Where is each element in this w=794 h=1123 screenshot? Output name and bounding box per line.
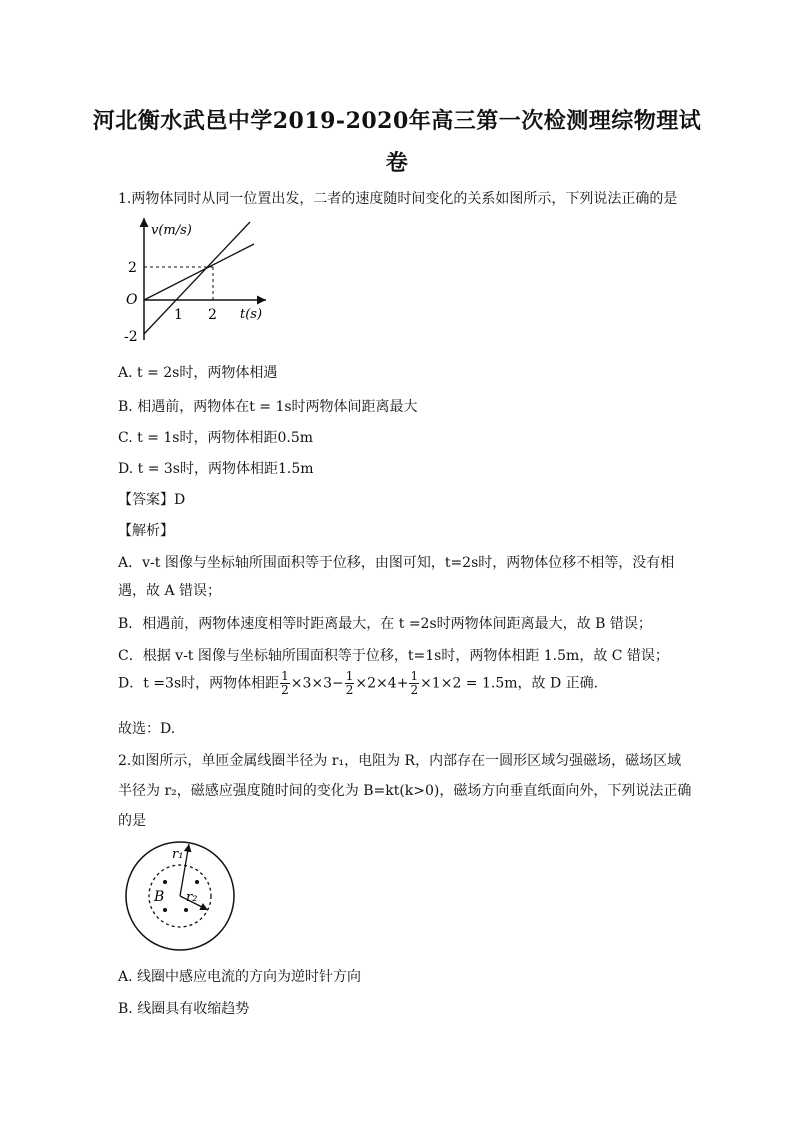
fraction-half-3: [409, 670, 419, 697]
label-r1: r₁: [172, 847, 184, 862]
q1-option-b: B. 相遇前，两物体在t = 1s时两物体间距离最大: [118, 399, 418, 415]
frac-num: 1: [281, 669, 289, 683]
analysis-d-term2: ×2×4+: [355, 675, 409, 692]
q1-option-c: C. t = 1s时，两物体相距0.5m: [118, 430, 314, 446]
fraction-half-1: [280, 670, 290, 697]
label-r2: r₂: [186, 890, 198, 905]
q1-option-a: A. t = 2s时，两物体相遇: [118, 365, 278, 381]
frac-den: 2: [281, 683, 289, 697]
line-object-1: [144, 244, 254, 300]
page-title-line2: 卷: [385, 150, 409, 176]
field-dot: [184, 908, 188, 912]
analysis-d-term3: ×1×2 = 1.5m: [420, 675, 518, 692]
page-title-line1: 河北衡水武邑中学2019-2020年高三第一次检测理综物理试: [92, 108, 702, 134]
q1-analysis-heading: 【解析】: [118, 523, 174, 539]
frac-num: 1: [345, 669, 354, 683]
analysis-d-term1: ×3×3−: [290, 675, 344, 692]
q1-analysis-d: [118, 670, 608, 697]
origin-label: O: [126, 292, 138, 308]
frac-den: 2: [410, 683, 419, 697]
line-object-2: [144, 222, 250, 334]
analysis-d-prefix: D．t =3s时，两物体相距: [118, 675, 280, 692]
q2-option-a: A. 线圈中感应电流的方向为逆时针方向: [118, 969, 362, 985]
q2-stem-line1: 2.如图所示，单匝金属线圈半径为 r₁，电阻为 R，内部存在一圆形区域匀强磁场，磁场区域: [118, 753, 682, 769]
q1-answer: 【答案】D: [118, 492, 186, 508]
analysis-d-suffix: ，故 D 正确．: [517, 675, 608, 692]
x-axis-label: t(s): [240, 307, 263, 322]
x-tick-1: 1: [174, 307, 183, 323]
q2-coil-figure: [120, 838, 240, 956]
q1-analysis-c: C．根据 v-t 图像与坐标轴所围面积等于位移，t=1s时，两物体相距 1.5m，故 C 错误；: [118, 648, 669, 664]
q1-analysis-a-line1: A．v-t 图像与坐标轴所围面积等于位移，由图可知，t=2s时，两物体位移不相等，没有相: [118, 555, 675, 571]
y-tick-2: 2: [128, 260, 137, 276]
field-dot: [195, 880, 199, 884]
q2-stem-line3: 的是: [118, 813, 146, 829]
q1-stem: 1.两物体同时从同一位置出发，二者的速度随时间变化的关系如图所示，下列说法正确的是: [118, 191, 678, 207]
fraction-half-2: [345, 670, 355, 697]
q1-analysis-a-line2: 遇，故 A 错误；: [118, 583, 222, 599]
y-axis-label: v(m/s): [151, 223, 192, 238]
q1-option-d: D. t = 3s时，两物体相距1.5m: [118, 461, 314, 477]
x-tick-2: 2: [208, 307, 217, 323]
frac-den: 2: [345, 683, 354, 697]
q1-analysis-b: B．相遇前，两物体速度相等时距离最大，在 t =2s时两物体间距离最大，故 B 错误；: [118, 616, 652, 632]
y-tick-neg2: -2: [124, 329, 138, 345]
q2-stem-line2: 半径为 r₂，磁感应强度随时间的变化为 B=kt(k>0)，磁场方向垂直纸面向外，下列说法正确: [118, 783, 692, 799]
field-dot: [163, 908, 167, 912]
label-b: B: [154, 889, 165, 905]
q1-conclusion: 故选：D.: [118, 721, 176, 737]
q1-vt-graph: [124, 212, 278, 350]
field-dot: [163, 880, 167, 884]
q2-option-b: B. 线圈具有收缩趋势: [118, 1001, 250, 1017]
frac-num: 1: [410, 669, 419, 683]
